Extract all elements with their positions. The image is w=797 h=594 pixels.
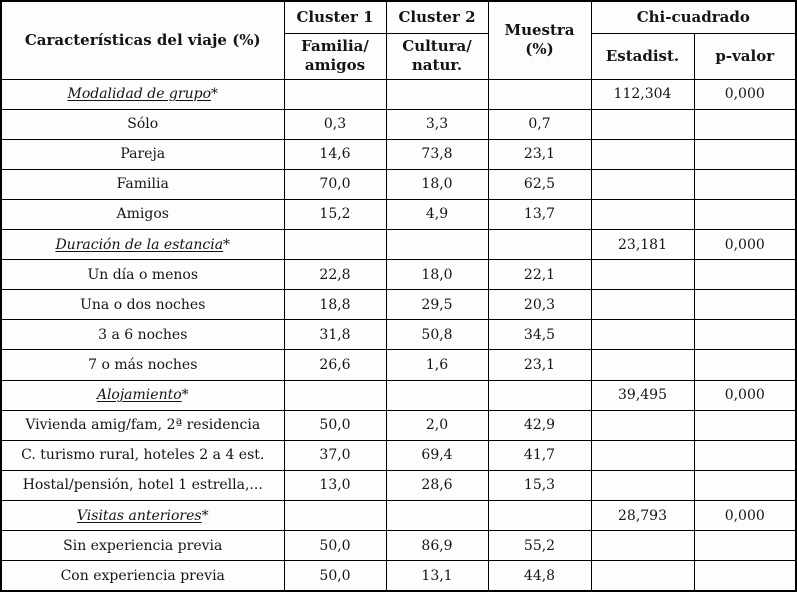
- muestra-line1: Muestra: [504, 21, 575, 40]
- row-label: 3 a 6 noches: [1, 320, 284, 350]
- cluster1-value: [284, 79, 386, 109]
- col-subheader-estadist: Estadist.: [591, 33, 694, 79]
- cluster1-value: 70,0: [284, 169, 386, 199]
- muestra-value: 23,1: [488, 350, 591, 380]
- row-label: Sin experiencia previa: [1, 531, 284, 561]
- muestra-value: 42,9: [488, 410, 591, 440]
- section-label-cell: [1, 230, 284, 260]
- col-header-caracteristicas: Características del viaje (%): [1, 1, 284, 79]
- cluster1-value: 18,8: [284, 290, 386, 320]
- muestra-value: 13,7: [488, 199, 591, 229]
- section-label-cell: [1, 79, 284, 109]
- cluster1-value: 14,6: [284, 139, 386, 169]
- cluster1-value: 22,8: [284, 260, 386, 290]
- cluster2-sub-line2: natur.: [411, 56, 463, 74]
- cluster1-value: 26,6: [284, 350, 386, 380]
- col-subheader-cluster2: [386, 33, 488, 79]
- pvalor-value: 0,000: [694, 380, 796, 410]
- row-label: Hostal/pensión, hotel 1 estrella,...: [1, 470, 284, 500]
- cluster2-value: 4,9: [386, 199, 488, 229]
- estadist-value: 112,304: [591, 79, 694, 109]
- cluster1-value: [284, 380, 386, 410]
- pvalor-value: [694, 169, 796, 199]
- row-label: C. turismo rural, hoteles 2 a 4 est.: [1, 440, 284, 470]
- section-label-cell: [1, 380, 284, 410]
- cluster1-value: 50,0: [284, 410, 386, 440]
- cluster2-value: 73,8: [386, 139, 488, 169]
- section-label: Alojamiento: [96, 387, 182, 404]
- col-subheader-cluster1: [284, 33, 386, 79]
- muestra-value: 34,5: [488, 320, 591, 350]
- cluster1-value: 50,0: [284, 561, 386, 591]
- cluster1-value: 37,0: [284, 440, 386, 470]
- muestra-value: [488, 501, 591, 531]
- cluster2-value: [386, 230, 488, 260]
- section-star: *: [201, 507, 209, 524]
- estadist-value: 23,181: [591, 230, 694, 260]
- section-label-cell: [1, 501, 284, 531]
- cluster2-value: 3,3: [386, 109, 488, 139]
- pvalor-value: 0,000: [694, 230, 796, 260]
- pvalor-value: [694, 470, 796, 500]
- table-row: [1, 260, 796, 290]
- row-label: Amigos: [1, 199, 284, 229]
- cluster2-value: 18,0: [386, 169, 488, 199]
- col-header-chi-cuadrado: Chi-cuadrado: [591, 1, 796, 33]
- muestra-value: 0,7: [488, 109, 591, 139]
- cluster2-value: 28,6: [386, 470, 488, 500]
- table-row: [1, 109, 796, 139]
- estadist-value: [591, 109, 694, 139]
- muestra-value: [488, 79, 591, 109]
- muestra-value: 23,1: [488, 139, 591, 169]
- row-label: Pareja: [1, 139, 284, 169]
- estadist-value: [591, 320, 694, 350]
- cluster2-value: 69,4: [386, 440, 488, 470]
- estadist-value: 39,495: [591, 380, 694, 410]
- pvalor-value: [694, 350, 796, 380]
- pvalor-value: [694, 199, 796, 229]
- row-label: Familia: [1, 169, 284, 199]
- section-label: Duración de la estancia: [55, 236, 224, 253]
- cluster1-value: 15,2: [284, 199, 386, 229]
- pvalor-value: [694, 290, 796, 320]
- muestra-value: 62,5: [488, 169, 591, 199]
- row-label: Con experiencia previa: [1, 561, 284, 591]
- row-label: Vivienda amig/fam, 2ª residencia: [1, 410, 284, 440]
- muestra-value: 55,2: [488, 531, 591, 561]
- muestra-value: [488, 230, 591, 260]
- estadist-value: [591, 290, 694, 320]
- cluster2-value: 18,0: [386, 260, 488, 290]
- estadist-value: [591, 470, 694, 500]
- estadist-value: [591, 350, 694, 380]
- table-row: [1, 410, 796, 440]
- table-row: [1, 531, 796, 561]
- cluster2-value: 1,6: [386, 350, 488, 380]
- muestra-value: 44,8: [488, 561, 591, 591]
- cluster2-value: [386, 380, 488, 410]
- cluster1-sub-line2: amigos: [304, 56, 366, 74]
- cluster2-sub-line1: Cultura/: [402, 37, 472, 55]
- table-row: [1, 290, 796, 320]
- section-star: *: [223, 236, 231, 253]
- header-row-top: [1, 1, 796, 33]
- pvalor-value: [694, 109, 796, 139]
- cluster1-value: [284, 230, 386, 260]
- cluster2-value: [386, 79, 488, 109]
- muestra-line2: (%): [525, 40, 554, 59]
- section-label: Modalidad de grupo: [67, 86, 211, 103]
- row-label: Sólo: [1, 109, 284, 139]
- table-row: [1, 440, 796, 470]
- cluster2-value: 13,1: [386, 561, 488, 591]
- cluster1-sub-line1: Familia/: [301, 37, 369, 55]
- col-header-cluster1: Cluster 1: [284, 1, 386, 33]
- table-row: [1, 320, 796, 350]
- pvalor-value: [694, 561, 796, 591]
- estadist-value: 28,793: [591, 501, 694, 531]
- pvalor-value: [694, 531, 796, 561]
- muestra-value: 22,1: [488, 260, 591, 290]
- estadist-value: [591, 561, 694, 591]
- pvalor-value: [694, 139, 796, 169]
- col-header-cluster2: Cluster 2: [386, 1, 488, 33]
- estadist-value: [591, 410, 694, 440]
- table-body: [1, 79, 796, 591]
- pvalor-value: [694, 440, 796, 470]
- muestra-value: [488, 380, 591, 410]
- cluster1-value: 31,8: [284, 320, 386, 350]
- section-row-duracion: [1, 230, 796, 260]
- cluster1-value: 0,3: [284, 109, 386, 139]
- cluster1-value: 13,0: [284, 470, 386, 500]
- section-row-visitas: [1, 501, 796, 531]
- pvalor-value: [694, 410, 796, 440]
- table-row: [1, 561, 796, 591]
- col-header-muestra: [488, 1, 591, 79]
- cluster1-value: [284, 501, 386, 531]
- table-row: [1, 470, 796, 500]
- cluster2-value: 86,9: [386, 531, 488, 561]
- table-row: [1, 199, 796, 229]
- muestra-value: 41,7: [488, 440, 591, 470]
- table-row: [1, 350, 796, 380]
- section-row-modalidad: [1, 79, 796, 109]
- muestra-value: 20,3: [488, 290, 591, 320]
- row-label: Una o dos noches: [1, 290, 284, 320]
- estadist-value: [591, 139, 694, 169]
- section-star: *: [211, 86, 218, 103]
- estadist-value: [591, 199, 694, 229]
- table-row: [1, 139, 796, 169]
- pvalor-value: 0,000: [694, 501, 796, 531]
- cluster2-value: 29,5: [386, 290, 488, 320]
- cluster1-value: 50,0: [284, 531, 386, 561]
- cluster2-value: 2,0: [386, 410, 488, 440]
- pvalor-value: 0,000: [694, 79, 796, 109]
- section-row-alojamiento: [1, 380, 796, 410]
- pvalor-value: [694, 260, 796, 290]
- pvalor-value: [694, 320, 796, 350]
- muestra-value: 15,3: [488, 470, 591, 500]
- estadist-value: [591, 440, 694, 470]
- estadist-value: [591, 260, 694, 290]
- estadist-value: [591, 531, 694, 561]
- cluster2-value: [386, 501, 488, 531]
- cluster2-value: 50,8: [386, 320, 488, 350]
- row-label: 7 o más noches: [1, 350, 284, 380]
- estadist-value: [591, 169, 694, 199]
- table-row: [1, 169, 796, 199]
- col-subheader-pvalor: p-valor: [694, 33, 796, 79]
- section-star: *: [181, 387, 189, 404]
- section-label: Visitas anteriores: [76, 507, 202, 524]
- row-label: Un día o menos: [1, 260, 284, 290]
- table-header: [1, 1, 796, 79]
